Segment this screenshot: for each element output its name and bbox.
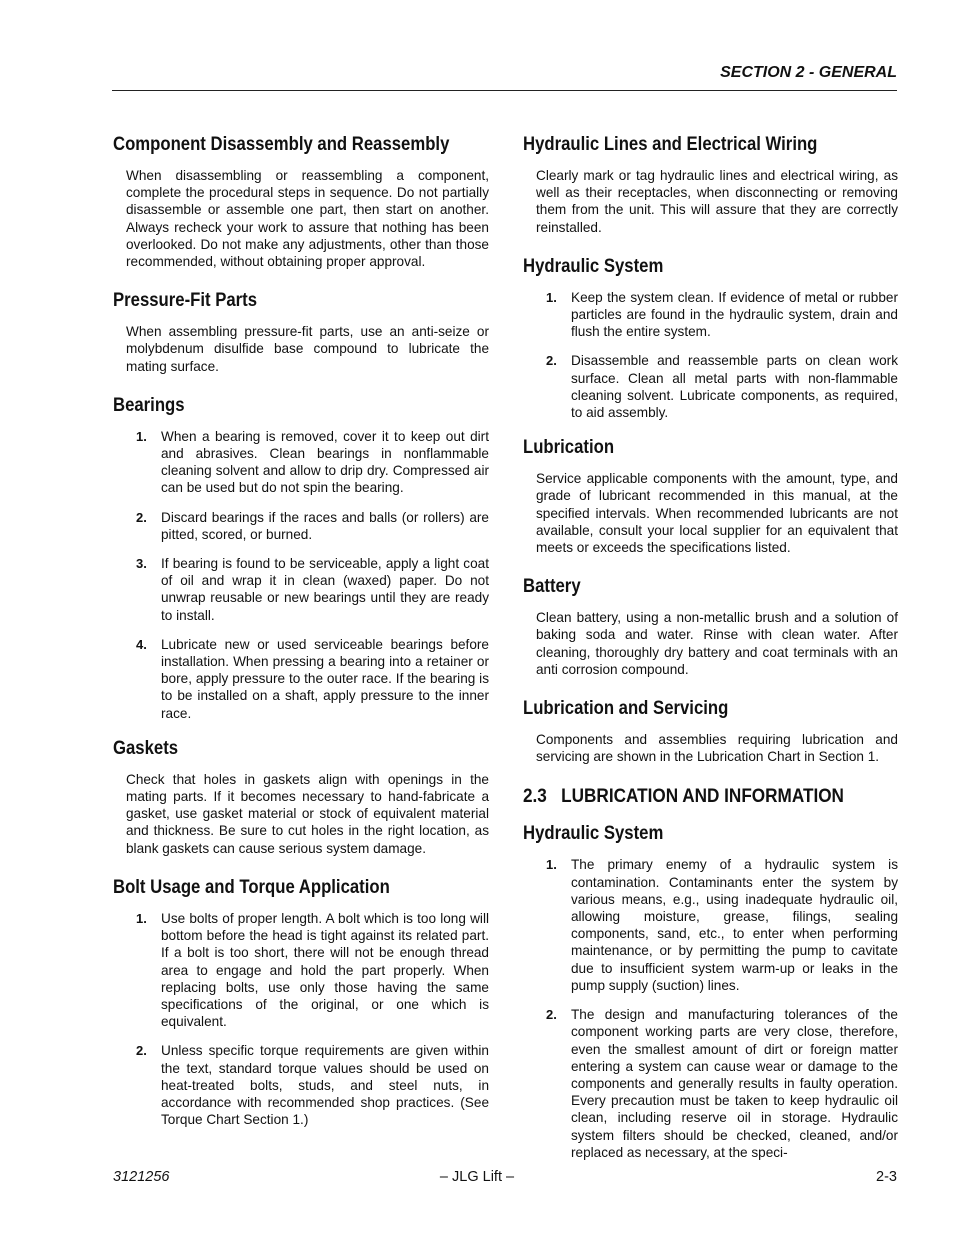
heading-bolt-usage: Bolt Usage and Torque Application [113,876,390,898]
paragraph-battery: Clean battery, using a non-metallic brush and a solution of baking soda and water. Rinse with clean water. After cleaning, thoroughly dry battery and coat terminals with an anti corrosion compound. [536,610,898,677]
heading-hydraulic-lines: Hydraulic Lines and Electrical Wiring [523,134,818,155]
item-number: 4. [136,636,147,652]
item-number: 1. [136,910,147,926]
hydraulic-system-list-2 [523,856,898,1160]
item-number: 1. [136,428,147,444]
footer-doc-number: 3121256 [113,1169,170,1185]
bearings-list [113,428,489,722]
header-divider [112,90,897,91]
item-number: 1. [546,857,557,873]
heading-hydraulic-system: Hydraulic System [523,255,664,277]
list-item [523,352,898,421]
paragraph-gaskets: Check that holes in gaskets align with openings in the mating parts. If it becomes necessary to hand-fabricate a gasket, use gasket material or stock of equivalent material and thickness. Be sure to cut holes in the right location, as blank gaskets can cause serious system damage. [126,771,489,856]
heading-lubrication: Lubrication [523,437,615,459]
list-item [523,1006,898,1161]
item-text: When a bearing is removed, cover it to keep out dirt and abrasives. Clean bearings in nonflammable cleaning solvent and allow to drip dry. Compressed air can be used but do not spin the bearing. [161,428,489,496]
heading-pressure-fit-parts: Pressure-Fit Parts [113,290,258,312]
footer-publisher: – JLG Lift – [439,1169,515,1185]
item-text: Keep the system clean. If evidence of metal or rubber particles are found in the hydraulic system, drain and flush the entire system. [571,289,898,340]
list-item [523,289,898,341]
item-number: 3. [136,556,147,572]
item-number: 2. [546,353,557,369]
bolt-usage-list [113,910,489,1128]
section-title: SECTION 2 - GENERAL [720,64,897,81]
item-number: 1. [546,289,557,305]
heading-lubrication-information: 2.3 LUBRICATION AND INFORMATION [523,785,844,808]
item-text: The design and manufacturing tolerances of the component working parts are very close, therefore, even the smallest amount of dirt or foreign matter entering a system can cause wear or damage to the components and generally results in faulty operation. Every precaution must be taken to keep hydraulic oil clean, including reserve oil in storage. Hydraulic system filters should be checked, cleaned, and/or replaced as necessary, at the speci- [571,1007,898,1160]
list-item [113,555,489,624]
item-text: If bearing is found to be serviceable, apply a light coat of oil and wrap it in clean (waxed) paper. Do not unwrap reusable or new bearings until they are ready to install. [161,556,489,623]
heading-hydraulic-system-2: Hydraulic System [523,823,664,845]
item-number: 2. [136,509,147,525]
list-item [523,856,898,994]
list-item [113,428,489,497]
item-text: Use bolts of proper length. A bolt which is too long will bottom before the head is tight against its related part. If a bolt is too short, there will not be enough thread area to engage and hold the part properly. When replacing bolts, use only those having the same specifications of the original, or one which is equivalent. [161,910,489,1030]
left-column [113,130,489,1140]
paragraph-lubrication: Service applicable components with the amount, type, and grade of lubricant recommended in this manual, at the specified intervals. When recommended lubricants are not available, consult your local supplier for an equivalent that meets or exceeds the specifications listed. [536,471,898,556]
paragraph-pressure-fit-parts: When assembling pressure-fit parts, use an anti-seize or molybdenum disulfide base compound to lubricate the mating surface. [126,324,489,374]
heading-component-disassembly: Component Disassembly and Reassembly [113,134,450,155]
list-item [113,636,489,722]
right-column [523,130,898,1173]
hydraulic-system-list [523,289,898,421]
list-item [113,1042,489,1128]
list-item [113,509,489,543]
paragraph-hydraulic-lines: Clearly mark or tag hydraulic lines and electrical wiring, as well as their receptacles, when disconnecting or removing them from the unit. This will assure that they are correctly reinstalled. [536,168,898,235]
heading-bearings: Bearings [113,394,185,416]
paragraph-component-disassembly: When disassembling or reassembling a component, complete the procedural steps in sequence. Do not partially disassemble or assemble one part, then start on another. Always recheck your work to assure that nothing has been overlooked. Do not make any adjustments, other than those recommended, without obtaining proper approval. [126,168,489,270]
heading-lubrication-servicing: Lubrication and Servicing [523,698,729,720]
item-text: Unless specific torque requirements are given within the text, standard torque values should be used on heat-treated bolts, studs, and steel nuts, in accordance with recommended shop practices. (See Torque Chart Section 1.) [161,1043,489,1128]
item-text: Disassemble and reassemble parts on clean work surface. Clean all metal parts with non-flammable cleaning solvent. Lubricate components, as required, to aid assembly. [571,353,898,421]
item-text: The primary enemy of a hydraulic system is contamination. Contaminants enter the system by various means, e.g., using inadequate hydraulic oil, allowing moisture, grease, filings, sealing components, sand, etc., to enter when performing maintenance, or by permitting the pump to cavitate due to insufficient system warm-up or leaks in the pump supply (suction) lines. [571,857,898,993]
list-item [113,910,489,1030]
item-number: 2. [136,1043,147,1059]
heading-gaskets: Gaskets [113,737,179,759]
item-text: Discard bearings if the races and balls (or rollers) are pitted, scored, or burned. [161,509,489,542]
paragraph-lubrication-servicing: Components and assemblies requiring lubrication and servicing are shown in the Lubrication Chart in Section 1. [536,732,898,765]
footer-page-number: 2-3 [876,1169,897,1185]
item-text: Lubricate new or used serviceable bearings before installation. When pressing a bearing into a retainer or bore, apply pressure to the outer race. If the bearing is to be installed on a shaft, apply pressure to the inner race. [161,636,489,721]
item-number: 2. [546,1007,557,1023]
heading-battery: Battery [523,576,581,598]
